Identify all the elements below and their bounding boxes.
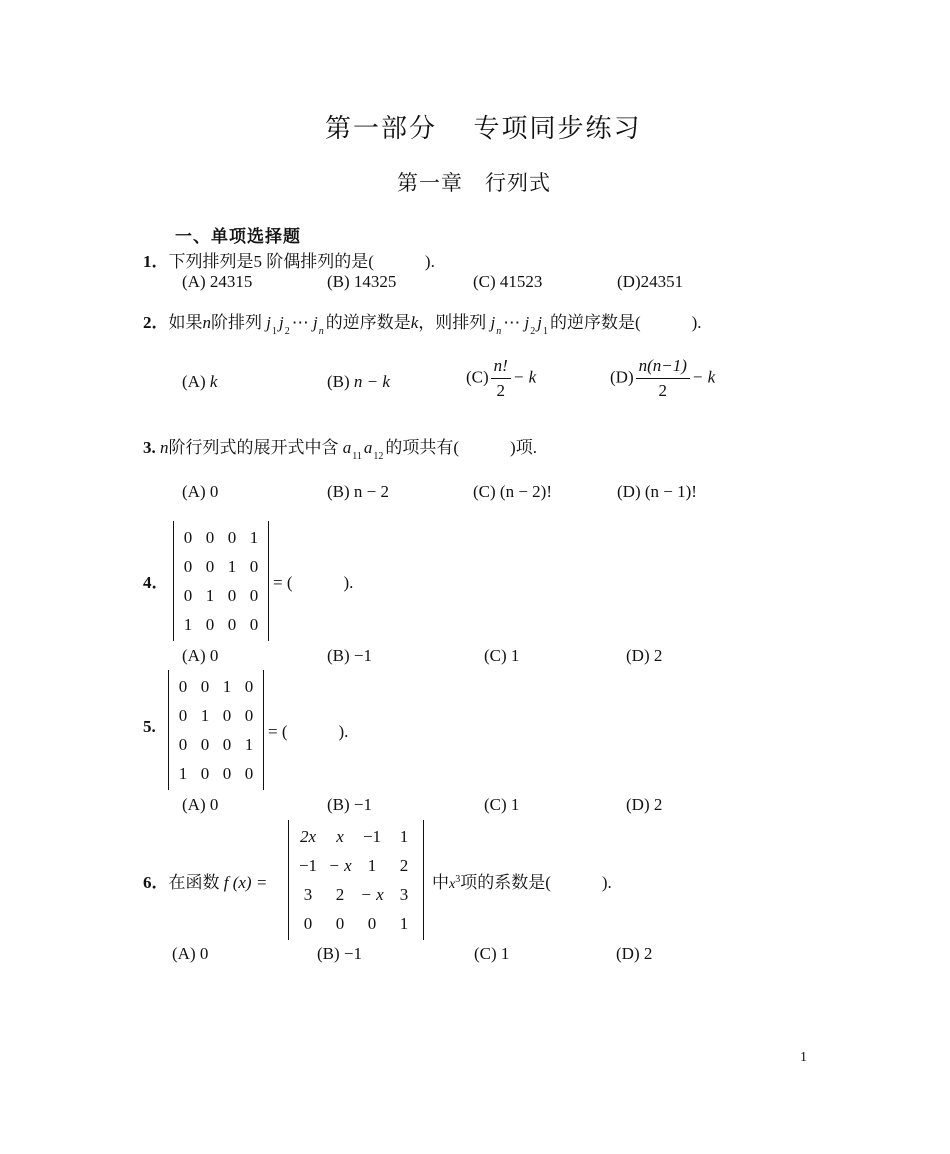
matrix-cell: 0 (303, 913, 313, 933)
matrix-cell: 0 (178, 734, 188, 754)
q6-determinant (288, 820, 424, 940)
question-number: 6． (143, 873, 169, 892)
matrix-cell: 0 (205, 527, 215, 547)
matrix-cell: 2 (335, 884, 345, 904)
q2-j: j (312, 313, 318, 332)
matrix-cell: 1 (399, 913, 409, 933)
question-number: 4． (143, 573, 169, 592)
matrix-cell: 0 (222, 734, 232, 754)
q6-function: f (x) = (223, 873, 268, 892)
fraction-denominator: 2 (496, 381, 505, 400)
q2-dots: ⋯ (291, 313, 309, 332)
matrix-cell: 0 (183, 585, 193, 605)
matrix-cell: 0 (205, 614, 215, 634)
question-number: 2． (143, 313, 169, 332)
q5-option-d: (D) 2 (626, 795, 663, 814)
q2-j: j (278, 313, 284, 332)
matrix-cell: − x (328, 855, 352, 875)
q3-sub: 12 (373, 451, 384, 462)
matrix-cell: 0 (227, 527, 237, 547)
q1-option-d: (D)24351 (617, 272, 684, 291)
q4-option-b: (B) −1 (327, 646, 372, 665)
matrix-cell: 0 (200, 734, 210, 754)
q1-option-a: (A) 24315 (182, 272, 253, 291)
q6-option-d: (D) 2 (616, 944, 653, 963)
matrix-cell: −1 (298, 855, 318, 875)
fraction-numerator: n! (491, 356, 511, 379)
matrix-cell: 0 (244, 676, 254, 696)
q2-k: k (410, 313, 419, 332)
q6-exponent: 3 (455, 874, 461, 885)
q2-j: j (490, 313, 496, 332)
q5-option-a: (A) 0 (182, 795, 219, 814)
option-value: k (209, 372, 218, 391)
matrix-cell: 0 (222, 705, 232, 725)
option-label: (C) (466, 367, 489, 387)
option-label: (B) (327, 372, 350, 391)
q2-pre: 如果 (168, 313, 203, 332)
q2-sub: n (318, 326, 324, 337)
q3-a: a (342, 438, 352, 457)
q4-option-c: (C) 1 (484, 646, 520, 665)
option-label: (A) (182, 372, 206, 391)
q2-dots: ⋯ (503, 313, 521, 332)
fraction-numerator: n(n−1) (636, 356, 690, 379)
q2-mid1: 阶排列 (211, 313, 262, 332)
part-title: 第一部分 专项同步练习 (325, 114, 642, 143)
q2-mid4: 的逆序数是( ). (549, 313, 702, 332)
question-number: 3. (143, 438, 156, 457)
q3-option-d: (D) (n − 1)! (617, 482, 697, 501)
q2-option-c (466, 356, 536, 401)
matrix-cell: 0 (178, 676, 188, 696)
question-1 (143, 247, 435, 272)
q5-option-c: (C) 1 (484, 795, 520, 814)
matrix-cell: 2x (299, 826, 317, 846)
q4-option-d: (D) 2 (626, 646, 663, 665)
fraction (491, 356, 511, 401)
q2-sub: 1 (271, 326, 277, 337)
matrix-cell: 0 (200, 676, 210, 696)
matrix-cell: 1 (200, 705, 210, 725)
q6-suffix (432, 868, 612, 893)
q3-option-b: (B) n − 2 (327, 482, 389, 501)
q1-option-b: (B) 14325 (327, 272, 397, 291)
q6-x: x (449, 877, 456, 892)
matrix-cell: 0 (244, 705, 254, 725)
matrix-cell: 3 (303, 884, 313, 904)
option-label: (D) (610, 367, 634, 387)
matrix-cell: 1 (249, 527, 259, 547)
q2-option-b (327, 372, 390, 392)
matrix-cell: 1 (178, 763, 188, 783)
matrix-cell: 0 (227, 585, 237, 605)
q3-pre: 阶行列式的展开式中含 (168, 438, 339, 457)
q5-number (143, 717, 156, 737)
chapter-title: 第一章 行列式 (397, 171, 551, 195)
matrix-cell: 0 (249, 556, 259, 576)
q3-post: 的项共有( )项. (385, 438, 537, 457)
matrix-cell: 1 (183, 614, 193, 634)
question-number: 1． (143, 252, 169, 271)
q3-option-a: (A) 0 (182, 482, 219, 501)
q4-number (143, 568, 169, 593)
q2-option-d (610, 356, 715, 401)
fraction (636, 356, 690, 401)
q2-sub: n (496, 326, 502, 337)
matrix-cell: 0 (367, 913, 377, 933)
q6-option-a: (A) 0 (172, 944, 209, 963)
matrix-cell: − x (360, 884, 384, 904)
matrix-cell: 0 (205, 556, 215, 576)
matrix-cell: 0 (183, 556, 193, 576)
matrix-cell: 0 (244, 763, 254, 783)
matrix-cell: 2 (399, 855, 409, 875)
question-number: 5. (143, 717, 156, 736)
q6-option-b: (B) −1 (317, 944, 362, 963)
matrix-cell: 0 (227, 614, 237, 634)
matrix-cell: 1 (227, 556, 237, 576)
matrix-cell: −1 (362, 826, 382, 846)
q1-option-c: (C) 41523 (473, 272, 543, 291)
q5-option-b: (B) −1 (327, 795, 372, 814)
question-2 (143, 308, 702, 337)
q4-option-a: (A) 0 (182, 646, 219, 665)
matrix-cell: 0 (249, 585, 259, 605)
matrix-cell: 0 (222, 763, 232, 783)
option-tail: − k (512, 367, 537, 387)
q3-option-c: (C) (n − 2)! (473, 482, 552, 501)
q2-mid3: ，则排列 (418, 313, 487, 332)
fraction-denominator: 2 (658, 381, 667, 400)
matrix-cell: 3 (399, 884, 409, 904)
q3-sub: 11 (352, 451, 362, 462)
matrix-cell: 1 (222, 676, 232, 696)
page-number: 1 (800, 1050, 807, 1065)
q2-j: j (537, 313, 542, 332)
question-3 (143, 433, 537, 462)
matrix-cell: 1 (244, 734, 254, 754)
matrix-cell: 0 (249, 614, 259, 634)
option-tail: − k (691, 367, 716, 387)
q2-sub: 2 (284, 326, 290, 337)
matrix-cell: 1 (399, 826, 409, 846)
option-value: n − k (353, 372, 390, 391)
matrix-cell: 1 (367, 855, 377, 875)
q3-n: n (160, 438, 169, 457)
q2-mid2: 的逆序数是 (325, 313, 411, 332)
q2-n: n (202, 313, 211, 332)
q5-equals: = ( ). (268, 722, 349, 741)
q5-determinant (168, 670, 264, 790)
q6-option-c: (C) 1 (474, 944, 510, 963)
matrix-cell: 1 (205, 585, 215, 605)
question-text: 下列排列是5 阶偶排列的是( ). (168, 252, 435, 271)
section-title: 一、单项选择题 (175, 227, 301, 247)
q4-equals: = ( ). (273, 573, 354, 592)
q3-a: a (363, 438, 373, 457)
q2-sub: 1 (542, 326, 548, 337)
q6-mid: 中 (432, 873, 449, 892)
matrix-cell: 0 (178, 705, 188, 725)
matrix-cell: 0 (335, 913, 345, 933)
q6-pre: 在函数 (168, 873, 220, 892)
q4-determinant (173, 521, 269, 641)
q6-prefix (143, 868, 267, 893)
q2-sub: 2 (530, 326, 536, 337)
q2-j: j (524, 313, 530, 332)
q2-option-a (182, 372, 217, 392)
q2-j: j (266, 313, 271, 332)
matrix-cell: x (336, 826, 344, 846)
matrix-cell: 0 (183, 527, 193, 547)
matrix-cell: 0 (200, 763, 210, 783)
q6-post: 项的系数是( ). (460, 873, 612, 892)
